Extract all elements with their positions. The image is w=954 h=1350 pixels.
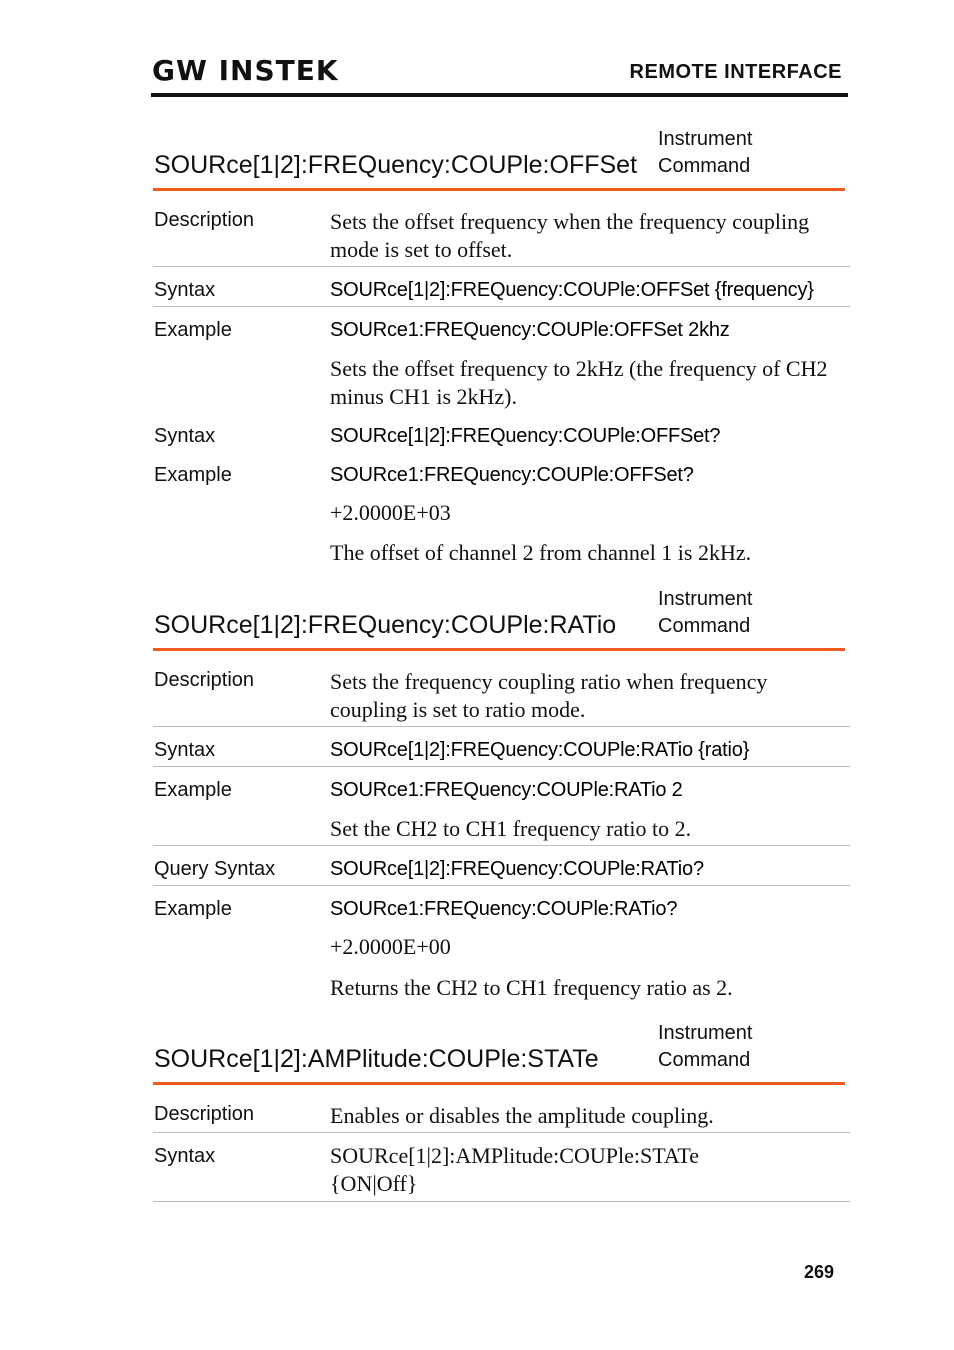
- example-code: SOURce1:FREQuency:COUPle:OFFSet 2khz: [330, 319, 730, 341]
- section-title-amplitude-state: SOURce[1|2]:AMPlitude:COUPle:STATe: [154, 1045, 599, 1073]
- badge-line-1: Instrument: [658, 588, 753, 610]
- row-rule: [153, 306, 850, 307]
- command-type-badge: [658, 1020, 752, 1074]
- description-text: Sets the frequency coupling ratio when frequency coupling is set to ratio mode.: [330, 669, 768, 722]
- row-label: Example: [154, 779, 232, 801]
- gw-instek-logo: GW INSTEK: [152, 54, 339, 87]
- row-rule: [153, 766, 850, 767]
- example-explanation: Sets the offset frequency to 2kHz (the frequency of CH2 minus CH1 is 2kHz).: [330, 356, 828, 409]
- example-explanation: Set the CH2 to CH1 frequency ratio to 2.: [330, 816, 692, 841]
- badge-line-2: Command: [658, 615, 751, 637]
- query-syntax-code: SOURce[1|2]:FREQuency:COUPle:OFFSet?: [330, 425, 721, 447]
- query-return-value: +2.0000E+00: [330, 934, 451, 959]
- return-explanation: The offset of channel 2 from channel 1 is 2kHz.: [330, 540, 752, 565]
- badge-line-2: Command: [658, 1049, 751, 1071]
- row-rule: [153, 885, 850, 886]
- row-label: Query Syntax: [154, 858, 276, 880]
- section-divider: [153, 648, 845, 651]
- example-code: SOURce1:FREQuency:COUPle:RATio 2: [330, 779, 683, 801]
- description-text: Sets the offset frequency when the frequency coupling mode is set to offset.: [330, 209, 810, 262]
- syntax-code: SOURce[1|2]:FREQuency:COUPle:OFFSet {frequency}: [330, 279, 814, 301]
- row-rule: [153, 726, 850, 727]
- syntax-text: SOURce[1|2]:AMPlitude:COUPle:STATe {ON|Off}: [330, 1143, 699, 1196]
- row-label: Description: [154, 669, 255, 691]
- row-label: Description: [154, 209, 255, 231]
- badge-line-2: Command: [658, 155, 751, 177]
- header-rule: [151, 93, 848, 97]
- command-type-badge: [658, 586, 752, 640]
- row-rule: [153, 266, 850, 267]
- row-rule: [153, 845, 850, 846]
- query-example-code: SOURce1:FREQuency:COUPle:RATio?: [330, 898, 678, 920]
- section-title-ratio: SOURce[1|2]:FREQuency:COUPle:RATio: [154, 611, 617, 639]
- query-syntax-code: SOURce[1|2]:FREQuency:COUPle:RATio?: [330, 858, 704, 880]
- row-label: Example: [154, 898, 232, 920]
- syntax-code: SOURce[1|2]:FREQuency:COUPle:RATio {ratio}: [330, 739, 750, 761]
- section-title-offset: SOURce[1|2]:FREQuency:COUPle:OFFSet: [154, 151, 638, 179]
- row-label: Syntax: [154, 1145, 216, 1167]
- row-label: Example: [154, 464, 232, 486]
- section-divider: [153, 188, 845, 191]
- row-label: Syntax: [154, 279, 216, 301]
- row-rule: [153, 1201, 850, 1202]
- page-number: 269: [803, 1262, 834, 1282]
- badge-line-1: Instrument: [658, 128, 753, 150]
- badge-line-1: Instrument: [658, 1022, 753, 1044]
- row-label: Description: [154, 1103, 255, 1125]
- return-explanation: Returns the CH2 to CH1 frequency ratio as 2.: [330, 975, 733, 1000]
- description-text: Enables or disables the amplitude coupling.: [330, 1103, 714, 1128]
- row-rule: [153, 1132, 850, 1133]
- row-label: Syntax: [154, 739, 216, 761]
- running-header: REMOTE INTERFACE: [629, 61, 842, 83]
- row-label: Example: [154, 319, 232, 341]
- row-label: Syntax: [154, 425, 216, 447]
- section-divider: [153, 1082, 845, 1085]
- query-example-code: SOURce1:FREQuency:COUPle:OFFSet?: [330, 464, 694, 486]
- query-return-value: +2.0000E+03: [330, 500, 451, 525]
- command-type-badge: [658, 126, 752, 180]
